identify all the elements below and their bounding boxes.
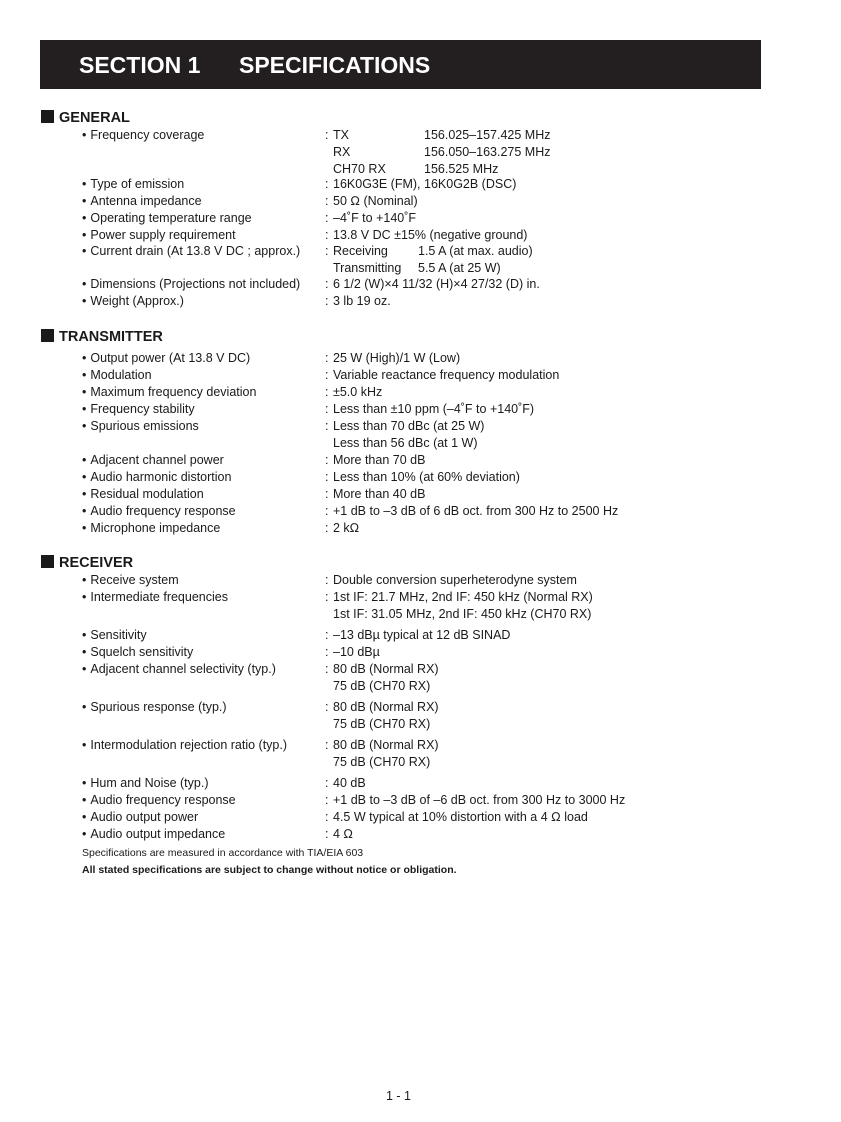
spec-value: 6 1/2 (W)×4 11/32 (H)×4 27/32 (D) in. (333, 277, 540, 291)
spec-value: –4˚F to +140˚F (333, 211, 417, 225)
transmitter-heading (41, 328, 163, 346)
spec-label: • Antenna impedance (82, 193, 202, 210)
spec-value: 1st IF: 31.05 MHz, 2nd IF: 450 kHz (CH70 RX) (333, 607, 592, 621)
spec-value: More than 70 dB (333, 453, 426, 467)
spec-value: 80 dB (Normal RX) (333, 700, 439, 714)
spec-value: 3 lb 19 oz. (333, 294, 391, 308)
spec-value: 25 W (High)/1 W (Low) (333, 351, 461, 365)
spec-label: • Audio output impedance (82, 826, 225, 843)
current-drain-row: Transmitting 5.5 A (at 25 W) (333, 261, 501, 275)
spec-label: • Type of emission (82, 176, 184, 193)
spec-value: Variable reactance frequency modulation (333, 368, 560, 382)
frequency-coverage-values (333, 127, 550, 178)
spec-value: +1 dB to –3 dB of –6 dB oct. from 300 Hz to 3000 Hz (333, 793, 626, 807)
spec-value: 4 Ω (333, 827, 354, 841)
frequency-row: CH70 RX 156.525 MHz (333, 162, 499, 176)
spec-value: Less than ±10 ppm (–4˚F to +140˚F) (333, 402, 535, 416)
spec-label: • Intermodulation rejection ratio (typ.) (82, 737, 287, 754)
spec-value: 50 Ω (Nominal) (333, 194, 418, 208)
page-number: 1 - 1 (386, 1089, 412, 1103)
spec-label: • Squelch sensitivity (82, 644, 193, 661)
spec-value: 16K0G3E (FM), 16K0G2B (DSC) (333, 177, 517, 191)
general-heading-text: GENERAL (59, 110, 130, 126)
spec-value: 75 dB (CH70 RX) (333, 755, 431, 769)
spec-label: • Power supply requirement (82, 227, 236, 244)
spec-value: 75 dB (CH70 RX) (333, 679, 431, 693)
disclaimer-note: All stated specifications are subject to change without notice or obligation. (82, 864, 457, 876)
spec-value: –13 dBµ typical at 12 dB SINAD (333, 628, 511, 642)
spec-label: • Operating temperature range (82, 210, 252, 227)
spec-label: • Dimensions (Projections not included) (82, 276, 300, 293)
frequency-row: TX 156.025–157.425 MHz (333, 128, 551, 142)
current-drain-row: Receiving 1.5 A (at max. audio) (333, 244, 533, 258)
spec-value: 75 dB (CH70 RX) (333, 717, 431, 731)
section-title: SPECIFICATIONS (239, 52, 431, 78)
spec-label: • Audio frequency response (82, 792, 236, 809)
spec-label: • Residual modulation (82, 486, 204, 503)
spec-value: Double conversion superheterodyne system (333, 573, 577, 587)
square-bullet-icon (41, 110, 54, 123)
spec-label: • Spurious emissions (82, 418, 199, 435)
spec-value: 2 kΩ (333, 521, 360, 535)
spec-label: • Frequency coverage (82, 127, 204, 144)
spec-label: • Modulation (82, 367, 152, 384)
spec-value: ±5.0 kHz (333, 385, 383, 399)
spec-value: +1 dB to –3 dB of 6 dB oct. from 300 Hz to 2500 Hz (333, 504, 619, 518)
spec-value: 1st IF: 21.7 MHz, 2nd IF: 450 kHz (Normal RX) (333, 590, 593, 604)
section-number: SECTION 1 (79, 52, 201, 78)
spec-label: • Maximum frequency deviation (82, 384, 256, 401)
spec-value: Less than 10% (at 60% deviation) (333, 470, 520, 484)
spec-value: Less than 56 dBc (at 1 W) (333, 436, 478, 450)
spec-value: 40 dB (333, 776, 366, 790)
spec-label: • Weight (Approx.) (82, 293, 184, 310)
spec-label: • Sensitivity (82, 627, 147, 644)
square-bullet-icon (41, 329, 54, 342)
frequency-row: RX 156.050–163.275 MHz (333, 145, 551, 159)
spec-label: • Frequency stability (82, 401, 195, 418)
spec-label: • Audio output power (82, 809, 198, 826)
spec-label: • Adjacent channel selectivity (typ.) (82, 661, 276, 678)
general-heading (41, 109, 130, 127)
spec-label: • Adjacent channel power (82, 452, 224, 469)
spec-label: • Receive system (82, 572, 179, 589)
spec-label: • Microphone impedance (82, 520, 220, 537)
spec-value: 13.8 V DC ±15% (negative ground) (333, 228, 528, 242)
transmitter-heading-text: TRANSMITTER (59, 329, 163, 345)
spec-value: 80 dB (Normal RX) (333, 738, 439, 752)
spec-label: • Current drain (At 13.8 V DC ; approx.) (82, 243, 300, 260)
spec-value: –10 dBµ (333, 645, 380, 659)
square-bullet-icon (41, 555, 54, 568)
spec-label: • Spurious response (typ.) (82, 699, 227, 716)
receiver-heading (41, 554, 133, 572)
spec-label: • Output power (At 13.8 V DC) (82, 350, 250, 367)
spec-value: 4.5 W typical at 10% distortion with a 4 Ω load (333, 810, 588, 824)
section-header-bar (40, 40, 761, 89)
spec-value: More than 40 dB (333, 487, 426, 501)
spec-label: • Hum and Noise (typ.) (82, 775, 209, 792)
spec-label: • Audio frequency response (82, 503, 236, 520)
spec-label: • Audio harmonic distortion (82, 469, 231, 486)
spec-value: 80 dB (Normal RX) (333, 662, 439, 676)
spec-value: Less than 70 dBc (at 25 W) (333, 419, 485, 433)
measurement-note: Specifications are measured in accordance with TIA/EIA 603 (82, 847, 364, 859)
spec-label: • Intermediate frequencies (82, 589, 228, 606)
receiver-heading-text: RECEIVER (59, 555, 134, 571)
